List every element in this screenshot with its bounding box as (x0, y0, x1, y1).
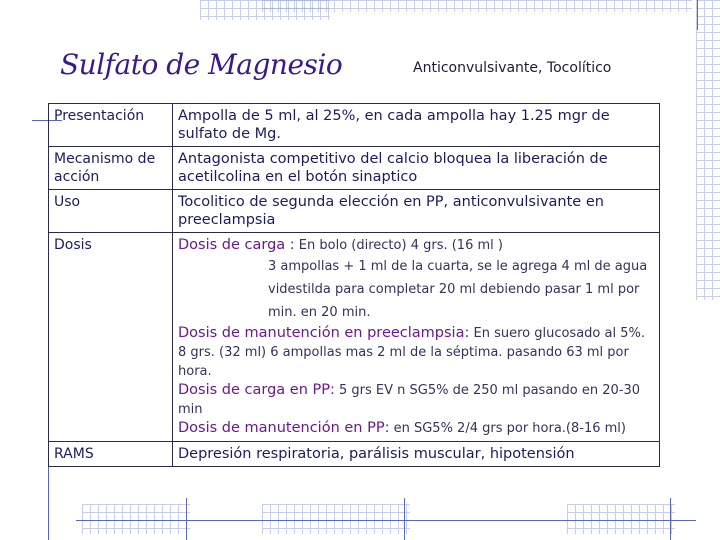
decorative-grid-bottom-3 (567, 504, 675, 534)
decorative-vline-bottom-3 (670, 498, 671, 540)
dosis-carga-heading: Dosis de carga : (178, 237, 295, 253)
row-value: Antagonista competitivo del calcio bloquea la liberación de acetilcolina en el botón sinaptico (173, 147, 660, 190)
row-value: Tocolitico de segunda elección en PP, anticonvulsivante en preeclampsia (173, 190, 660, 233)
decorative-grid-right (696, 0, 720, 300)
row-label: Uso (49, 190, 173, 233)
decorative-vline-bottom-1 (186, 498, 187, 540)
page-title: Sulfato de Magnesio (60, 48, 343, 81)
table-row-dosis (49, 233, 660, 442)
dosis-cell (173, 233, 660, 442)
row-label: RAMS (49, 442, 173, 467)
table-row-uso (49, 190, 660, 233)
dosis-carga-pp-heading: Dosis de carga en PP: (178, 382, 335, 398)
dosis-carga-detail: 3 ampollas + 1 ml de la cuarta, se le agrega 4 ml de agua videstilda para completar 20 ml debiendo pasar 1 ml por min. en 20 min. (268, 259, 648, 320)
page-subtitle: Anticonvulsivante, Tocolítico (413, 60, 612, 76)
decorative-grid-top-right (262, 0, 692, 12)
table-row-presentacion (49, 104, 660, 147)
decorative-grid-bottom-1 (82, 504, 190, 534)
dosis-mant-pre (178, 324, 654, 381)
dosis-mant-pp (178, 419, 654, 438)
decorative-grid-bottom-2 (262, 504, 410, 534)
dosis-carga-text: En bolo (directo) 4 grs. (16 ml ) (294, 238, 503, 253)
dosis-mant-pre-text: En suero glucosado al 5%. 8 grs. (32 ml) 6 ampollas mas 2 ml de la séptima. pasando 63 ml por hora. (178, 326, 645, 379)
dosis-carga-pp-text: 5 grs EV n SG5% de 250 ml pasando en 20-30 min (178, 383, 641, 417)
decorative-hline-bottom (76, 520, 696, 521)
dosis-mant-pp-heading: Dosis de manutención en PP: (178, 420, 390, 436)
info-table (48, 103, 660, 467)
row-value: Depresión respiratoria, parálisis muscular, hipotensión (173, 442, 660, 467)
decorative-vline-bottom-2 (404, 498, 405, 540)
dosis-mant-pre-heading: Dosis de manutención en preeclampsia: (178, 325, 470, 341)
row-label: Dosis (49, 233, 173, 442)
dosis-carga-pp (178, 381, 654, 419)
dosis-carga (178, 236, 654, 255)
table-row-mecanismo (49, 147, 660, 190)
row-label: Mecanismo de acción (49, 147, 173, 190)
row-value: Ampolla de 5 ml, al 25%, en cada ampolla hay 1.25 mgr de sulfato de Mg. (173, 104, 660, 147)
table-row-rams (49, 442, 660, 467)
row-label: Presentación (49, 104, 173, 147)
decorative-vline-right (697, 0, 698, 30)
dosis-mant-pp-text: en SG5% 2/4 grs por hora.(8-16 ml) (389, 421, 626, 436)
